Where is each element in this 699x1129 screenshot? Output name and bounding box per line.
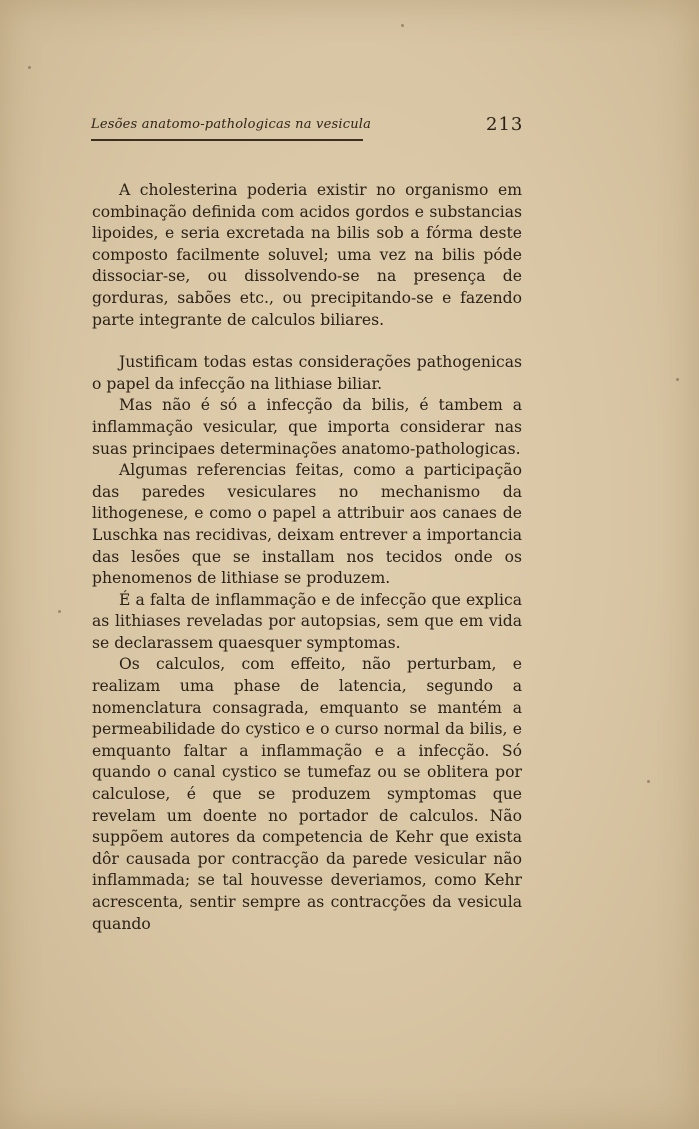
header-rule	[91, 139, 363, 141]
paper-speck	[28, 66, 31, 69]
paragraph: Algumas referencias feitas, como a participação das paredes vesiculares no mechanismo da lithogenese, e como o papel a attribuir aos canaes de Luschka nas recidivas, deixam entrever a importancia das lesões que se installam nos tecidos onde os phenomenos de lithiase se produzem.	[92, 461, 522, 588]
body-text	[92, 180, 522, 935]
paragraph: Os calculos, com effeito, não perturbam, e realizam uma phase de latencia, segundo a nomenclatura consagrada, emquanto se mantém a permeabilidade do cystico e o curso normal da bilis, e emquanto faltar a inflammação e a infecção. Só quando o canal cystico se tumefaz ou se oblitera por calculose, é que se produzem symptomas que revelam um doente no portador de calculos. Não suppõem autores da competencia de Kehr que exista dôr causada por contracção da parede vesicular não inflammada; se tal houvesse deveriamos, como Kehr acrescenta, sentir sempre as contracções da vesicula quando	[92, 655, 522, 933]
paper-speck	[401, 24, 404, 27]
running-head: Lesões anatomo-pathologicas na vesicula	[91, 117, 372, 132]
paragraph: A cholesterina poderia existir no organismo em combinação definida com acidos gordos e substancias lipoides, e seria excretada na bilis sob a fórma deste composto facilmente soluvel; uma vez na bilis póde dissociar-se, ou dissolvendo-se na presença de gorduras, sabões etc., ou precipitando-se e fazendo parte integrante de calculos biliares.	[92, 181, 522, 329]
paper-speck	[647, 780, 650, 783]
page-number: 213	[486, 114, 524, 135]
paragraph: É a falta de inflammação e de infecção que explica as lithiases reveladas por autopsias, sem que em vida se declarassem quaesquer symptomas.	[92, 590, 522, 652]
paper-speck	[58, 610, 61, 613]
paper-speck	[676, 378, 679, 381]
paragraph: Justificam todas estas considerações pathogenicas o papel da infecção na lithiase biliar.	[92, 353, 522, 393]
paragraph: Mas não é só a infecção da bilis, é tambem a inflammação vesicular, que importa considerar nas suas principaes determinações anatomo-pathologicas.	[92, 396, 522, 458]
